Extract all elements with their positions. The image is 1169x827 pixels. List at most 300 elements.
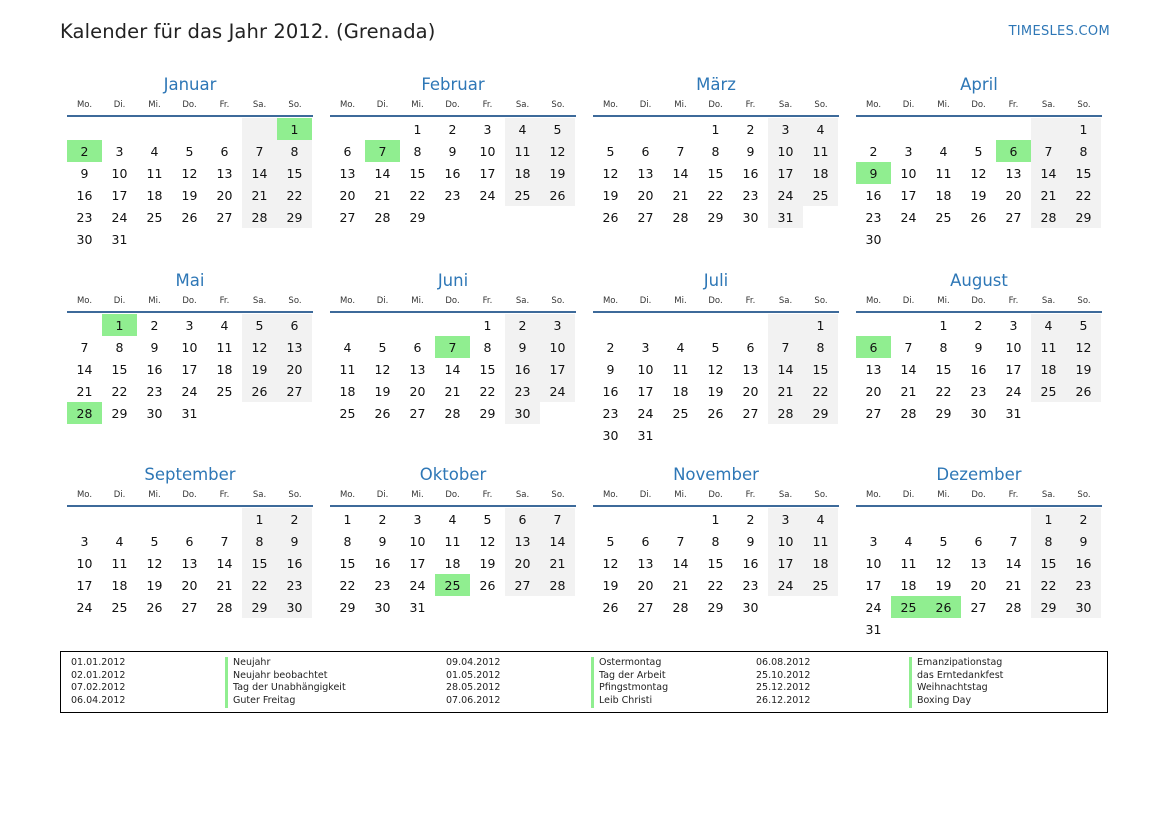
- day-cell: 10: [1005, 339, 1022, 355]
- day-cell: 25: [505, 184, 540, 206]
- month-juli: [593, 270, 839, 464]
- day-cell: 11: [672, 361, 689, 377]
- day-cell: 7: [540, 508, 575, 530]
- holiday-day: 6: [996, 140, 1031, 162]
- day-cell: 21: [672, 187, 689, 203]
- day-cell: 4: [1031, 314, 1066, 336]
- month-november: [593, 464, 839, 658]
- day-cell: 31: [768, 206, 803, 228]
- day-cell: 27: [181, 599, 198, 615]
- day-cell: 12: [602, 165, 619, 181]
- day-cell: 5: [483, 511, 492, 527]
- day-cell: 31: [409, 599, 426, 615]
- empty-cell: [435, 596, 470, 618]
- empty-cell: [1031, 402, 1066, 424]
- month-mai: [67, 270, 313, 464]
- empty-cell: [961, 618, 996, 640]
- day-cell: 6: [343, 143, 352, 159]
- day-cell: 7: [904, 339, 913, 355]
- day-cell: 8: [711, 143, 720, 159]
- day-cell: 28: [768, 402, 803, 424]
- day-cell: 31: [637, 427, 654, 443]
- day-cell: 19: [935, 577, 952, 593]
- day-cell: 16: [444, 165, 461, 181]
- day-cell: 8: [343, 533, 352, 549]
- day-cell: 20: [637, 187, 654, 203]
- legend-name-column: [909, 657, 1003, 708]
- day-cell: 24: [637, 405, 654, 421]
- month-name: Oktober: [419, 465, 487, 484]
- day-cell: 1: [343, 511, 352, 527]
- day-cell: 11: [935, 165, 952, 181]
- weekday-label: Mi.: [411, 296, 424, 306]
- weekday-label: Mi.: [937, 490, 950, 500]
- day-cell: 29: [111, 405, 128, 421]
- weekday-label: Sa.: [252, 490, 267, 500]
- day-cell: 11: [444, 533, 461, 549]
- day-cell: 14: [216, 555, 233, 571]
- day-cell: 21: [374, 187, 391, 203]
- day-cell: 30: [742, 599, 759, 615]
- day-cell: 10: [900, 165, 917, 181]
- day-cell: 4: [904, 533, 913, 549]
- day-cell: 14: [540, 530, 575, 552]
- day-cell: 24: [900, 209, 917, 225]
- day-cell: 17: [865, 577, 882, 593]
- day-cell: 20: [1005, 187, 1022, 203]
- weekday-label: Mo.: [865, 100, 882, 110]
- day-cell: 28: [1031, 206, 1066, 228]
- month-dezember: [856, 464, 1102, 658]
- day-cell: 21: [216, 577, 233, 593]
- day-cell: 29: [1066, 206, 1101, 228]
- empty-cell: [1066, 618, 1101, 640]
- weekday-label: So.: [814, 100, 828, 110]
- holiday-name: Boxing Day: [909, 695, 1003, 708]
- day-cell: 22: [339, 577, 356, 593]
- day-cell: 22: [111, 383, 128, 399]
- holiday-date: 01.05.2012: [446, 669, 501, 681]
- weekday-label: Fr.: [482, 490, 493, 500]
- day-cell: 4: [220, 317, 229, 333]
- empty-cell: [768, 424, 803, 446]
- day-cell: 26: [602, 209, 619, 225]
- day-cell: 8: [277, 140, 312, 162]
- empty-cell: [593, 508, 628, 530]
- empty-cell: [663, 314, 698, 336]
- day-cell: 30: [602, 427, 619, 443]
- day-cell: 21: [1031, 184, 1066, 206]
- day-cell: 21: [242, 184, 277, 206]
- day-cell: 25: [216, 383, 233, 399]
- day-cell: 10: [111, 165, 128, 181]
- day-cell: 23: [277, 574, 312, 596]
- day-cell: 16: [76, 187, 93, 203]
- day-cell: 2: [606, 339, 615, 355]
- day-cell: 11: [216, 339, 233, 355]
- day-cell: 31: [865, 621, 882, 637]
- empty-cell: [67, 508, 102, 530]
- day-cell: 7: [676, 143, 685, 159]
- day-cell: 2: [1066, 508, 1101, 530]
- day-cell: 18: [339, 383, 356, 399]
- weekday-header: [856, 292, 1102, 313]
- empty-cell: [803, 424, 838, 446]
- day-cell: 3: [1009, 317, 1018, 333]
- weekday-label: Di.: [376, 100, 389, 110]
- empty-cell: [102, 118, 137, 140]
- empty-cell: [435, 206, 470, 228]
- month-name: August: [950, 271, 1008, 290]
- day-cell: 23: [970, 383, 987, 399]
- day-grid: [330, 508, 576, 618]
- day-cell: 18: [1031, 358, 1066, 380]
- day-cell: 28: [1005, 599, 1022, 615]
- weekday-label: Sa.: [1041, 296, 1056, 306]
- day-cell: 16: [146, 361, 163, 377]
- day-cell: 2: [974, 317, 983, 333]
- holiday-day: 25: [891, 596, 926, 618]
- month-august: [856, 270, 1102, 464]
- weekday-label: Fr.: [1008, 100, 1019, 110]
- day-cell: 25: [803, 574, 838, 596]
- day-grid: [67, 118, 313, 250]
- day-cell: 19: [540, 162, 575, 184]
- day-cell: 18: [935, 187, 952, 203]
- day-cell: 1: [711, 121, 720, 137]
- day-cell: 11: [505, 140, 540, 162]
- weekday-label: Mi.: [674, 490, 687, 500]
- day-cell: 12: [242, 336, 277, 358]
- weekday-label: Mo.: [602, 296, 619, 306]
- day-cell: 18: [111, 577, 128, 593]
- day-cell: 10: [637, 361, 654, 377]
- day-cell: 13: [181, 555, 198, 571]
- weekday-label: Sa.: [252, 296, 267, 306]
- empty-cell: [891, 618, 926, 640]
- day-cell: 22: [935, 383, 952, 399]
- weekday-label: Do.: [971, 490, 986, 500]
- weekday-label: Mo.: [339, 100, 356, 110]
- day-cell: 29: [803, 402, 838, 424]
- day-cell: 11: [1031, 336, 1066, 358]
- empty-cell: [733, 424, 768, 446]
- month-name: Mai: [175, 271, 205, 290]
- day-cell: 14: [672, 555, 689, 571]
- day-cell: 5: [185, 143, 194, 159]
- day-cell: 26: [146, 599, 163, 615]
- day-cell: 14: [900, 361, 917, 377]
- day-cell: 5: [711, 339, 720, 355]
- holiday-name: Neujahr beobachtet: [225, 670, 346, 683]
- empty-cell: [803, 206, 838, 228]
- weekday-label: Do.: [708, 100, 723, 110]
- day-cell: 23: [146, 383, 163, 399]
- day-cell: 30: [865, 231, 882, 247]
- day-grid: [593, 508, 839, 618]
- day-cell: 11: [111, 555, 128, 571]
- day-cell: 7: [80, 339, 89, 355]
- day-cell: 27: [637, 209, 654, 225]
- day-cell: 24: [76, 599, 93, 615]
- empty-cell: [67, 118, 102, 140]
- day-cell: 1: [1066, 118, 1101, 140]
- weekday-label: Mo.: [76, 296, 93, 306]
- day-cell: 30: [76, 231, 93, 247]
- day-cell: 7: [676, 533, 685, 549]
- month-juni: [330, 270, 576, 464]
- day-cell: 15: [1066, 162, 1101, 184]
- day-cell: 14: [672, 165, 689, 181]
- holiday-day: 26: [926, 596, 961, 618]
- day-cell: 25: [1031, 380, 1066, 402]
- empty-cell: [207, 402, 242, 424]
- weekday-label: Fr.: [745, 490, 756, 500]
- month-februar: [330, 74, 576, 270]
- day-cell: 1: [483, 317, 492, 333]
- brand-link[interactable]: TIMESLES.COM: [1008, 24, 1110, 39]
- day-cell: 18: [444, 555, 461, 571]
- day-cell: 28: [374, 209, 391, 225]
- day-cell: 22: [707, 577, 724, 593]
- day-cell: 13: [1005, 165, 1022, 181]
- day-cell: 25: [146, 209, 163, 225]
- weekday-label: Fr.: [219, 296, 230, 306]
- weekday-label: Mo.: [602, 100, 619, 110]
- weekday-label: So.: [814, 296, 828, 306]
- day-cell: 17: [111, 187, 128, 203]
- empty-cell: [663, 424, 698, 446]
- weekday-label: Sa.: [1041, 100, 1056, 110]
- legend-name-column: [591, 657, 668, 708]
- day-cell: 9: [277, 530, 312, 552]
- day-cell: 10: [479, 143, 496, 159]
- day-cell: 21: [1005, 577, 1022, 593]
- day-cell: 14: [374, 165, 391, 181]
- weekday-label: Fr.: [482, 100, 493, 110]
- empty-cell: [856, 314, 891, 336]
- day-cell: 1: [413, 121, 422, 137]
- day-cell: 21: [540, 552, 575, 574]
- day-cell: 19: [1066, 358, 1101, 380]
- day-cell: 22: [277, 184, 312, 206]
- day-cell: 27: [865, 405, 882, 421]
- holiday-date: 07.06.2012: [446, 695, 501, 707]
- empty-cell: [470, 206, 505, 228]
- day-cell: 28: [672, 599, 689, 615]
- day-cell: 12: [935, 555, 952, 571]
- weekday-label: Do.: [971, 100, 986, 110]
- day-cell: 18: [505, 162, 540, 184]
- weekday-label: Di.: [902, 490, 915, 500]
- empty-cell: [400, 314, 435, 336]
- month-name: Dezember: [936, 465, 1022, 484]
- day-cell: 31: [181, 405, 198, 421]
- weekday-label: Sa.: [778, 490, 793, 500]
- month-januar: [67, 74, 313, 270]
- day-grid: [67, 508, 313, 618]
- day-cell: 4: [343, 339, 352, 355]
- day-cell: 2: [448, 121, 457, 137]
- day-grid: [593, 314, 839, 446]
- day-cell: 28: [540, 574, 575, 596]
- empty-cell: [733, 314, 768, 336]
- day-cell: 25: [935, 209, 952, 225]
- day-cell: 5: [974, 143, 983, 159]
- day-cell: 9: [606, 361, 615, 377]
- weekday-header: [67, 96, 313, 117]
- day-cell: 14: [1031, 162, 1066, 184]
- empty-cell: [435, 314, 470, 336]
- day-cell: 30: [742, 209, 759, 225]
- weekday-header: [593, 486, 839, 507]
- weekday-label: So.: [1077, 296, 1091, 306]
- empty-cell: [102, 508, 137, 530]
- day-cell: 4: [803, 118, 838, 140]
- day-cell: 14: [1005, 555, 1022, 571]
- day-cell: 4: [448, 511, 457, 527]
- day-cell: 9: [448, 143, 457, 159]
- day-cell: 5: [150, 533, 159, 549]
- holiday-date: 06.04.2012: [71, 695, 126, 707]
- day-cell: 26: [242, 380, 277, 402]
- day-cell: 10: [768, 140, 803, 162]
- day-cell: 5: [540, 118, 575, 140]
- weekday-label: Do.: [182, 100, 197, 110]
- holiday-name: Guter Freitag: [225, 695, 346, 708]
- day-cell: 2: [378, 511, 387, 527]
- weekday-label: Fr.: [1008, 490, 1019, 500]
- day-cell: 23: [374, 577, 391, 593]
- holiday-date: 25.10.2012: [756, 669, 811, 681]
- day-cell: 3: [483, 121, 492, 137]
- empty-cell: [926, 508, 961, 530]
- day-cell: 26: [540, 184, 575, 206]
- empty-cell: [663, 118, 698, 140]
- day-cell: 18: [803, 552, 838, 574]
- day-cell: 26: [1066, 380, 1101, 402]
- empty-cell: [996, 618, 1031, 640]
- day-cell: 10: [76, 555, 93, 571]
- day-cell: 12: [540, 140, 575, 162]
- month-name: April: [960, 75, 998, 94]
- weekday-label: So.: [288, 296, 302, 306]
- weekday-label: Sa.: [778, 100, 793, 110]
- holiday-day: 1: [102, 314, 137, 336]
- day-cell: 22: [479, 383, 496, 399]
- day-cell: 1: [711, 511, 720, 527]
- page-title: Kalender für das Jahr 2012. (Grenada): [60, 20, 436, 43]
- day-cell: 29: [935, 405, 952, 421]
- day-cell: 18: [216, 361, 233, 377]
- day-cell: 12: [970, 165, 987, 181]
- day-cell: 15: [242, 552, 277, 574]
- day-cell: 26: [602, 599, 619, 615]
- day-cell: 9: [378, 533, 387, 549]
- day-cell: 1: [939, 317, 948, 333]
- empty-cell: [961, 228, 996, 250]
- day-cell: 27: [1005, 209, 1022, 225]
- empty-cell: [628, 508, 663, 530]
- empty-cell: [137, 228, 172, 250]
- day-cell: 13: [339, 165, 356, 181]
- empty-cell: [926, 228, 961, 250]
- holiday-name: Tag der Arbeit: [591, 670, 668, 683]
- day-cell: 9: [505, 336, 540, 358]
- weekday-label: So.: [1077, 490, 1091, 500]
- weekday-label: Di.: [113, 100, 126, 110]
- empty-cell: [926, 618, 961, 640]
- weekday-label: Di.: [376, 490, 389, 500]
- weekday-label: Do.: [708, 296, 723, 306]
- day-cell: 26: [374, 405, 391, 421]
- day-cell: 8: [242, 530, 277, 552]
- day-cell: 25: [803, 184, 838, 206]
- day-grid: [330, 314, 576, 424]
- day-cell: 5: [606, 533, 615, 549]
- day-cell: 2: [746, 121, 755, 137]
- day-cell: 6: [641, 533, 650, 549]
- day-cell: 17: [637, 383, 654, 399]
- empty-cell: [663, 508, 698, 530]
- day-cell: 12: [374, 361, 391, 377]
- day-cell: 15: [339, 555, 356, 571]
- day-cell: 9: [746, 533, 755, 549]
- day-cell: 8: [1066, 140, 1101, 162]
- day-cell: 6: [413, 339, 422, 355]
- weekday-label: So.: [288, 100, 302, 110]
- weekday-label: Fr.: [1008, 296, 1019, 306]
- empty-cell: [996, 118, 1031, 140]
- day-cell: 21: [900, 383, 917, 399]
- day-cell: 17: [768, 552, 803, 574]
- day-cell: 5: [939, 533, 948, 549]
- day-cell: 28: [216, 599, 233, 615]
- day-cell: 9: [974, 339, 983, 355]
- day-cell: 23: [602, 405, 619, 421]
- day-cell: 21: [672, 577, 689, 593]
- day-cell: 23: [444, 187, 461, 203]
- weekday-header: [330, 292, 576, 313]
- empty-cell: [277, 402, 312, 424]
- day-cell: 15: [1031, 552, 1066, 574]
- day-cell: 1: [242, 508, 277, 530]
- weekday-header: [856, 96, 1102, 117]
- day-cell: 11: [900, 555, 917, 571]
- day-cell: 29: [277, 206, 312, 228]
- day-cell: 14: [76, 361, 93, 377]
- day-cell: 27: [339, 209, 356, 225]
- weekday-label: Fr.: [482, 296, 493, 306]
- empty-cell: [628, 314, 663, 336]
- empty-cell: [1031, 618, 1066, 640]
- empty-cell: [1031, 118, 1066, 140]
- empty-cell: [996, 228, 1031, 250]
- day-cell: 11: [803, 140, 838, 162]
- empty-cell: [242, 402, 277, 424]
- empty-cell: [996, 508, 1031, 530]
- empty-cell: [277, 228, 312, 250]
- day-cell: 15: [277, 162, 312, 184]
- legend-name-column: [225, 657, 346, 708]
- weekday-label: So.: [551, 100, 565, 110]
- weekday-label: Di.: [902, 100, 915, 110]
- day-cell: 11: [146, 165, 163, 181]
- weekday-label: Mi.: [937, 100, 950, 110]
- weekday-label: So.: [288, 490, 302, 500]
- empty-cell: [540, 206, 575, 228]
- day-cell: 19: [146, 577, 163, 593]
